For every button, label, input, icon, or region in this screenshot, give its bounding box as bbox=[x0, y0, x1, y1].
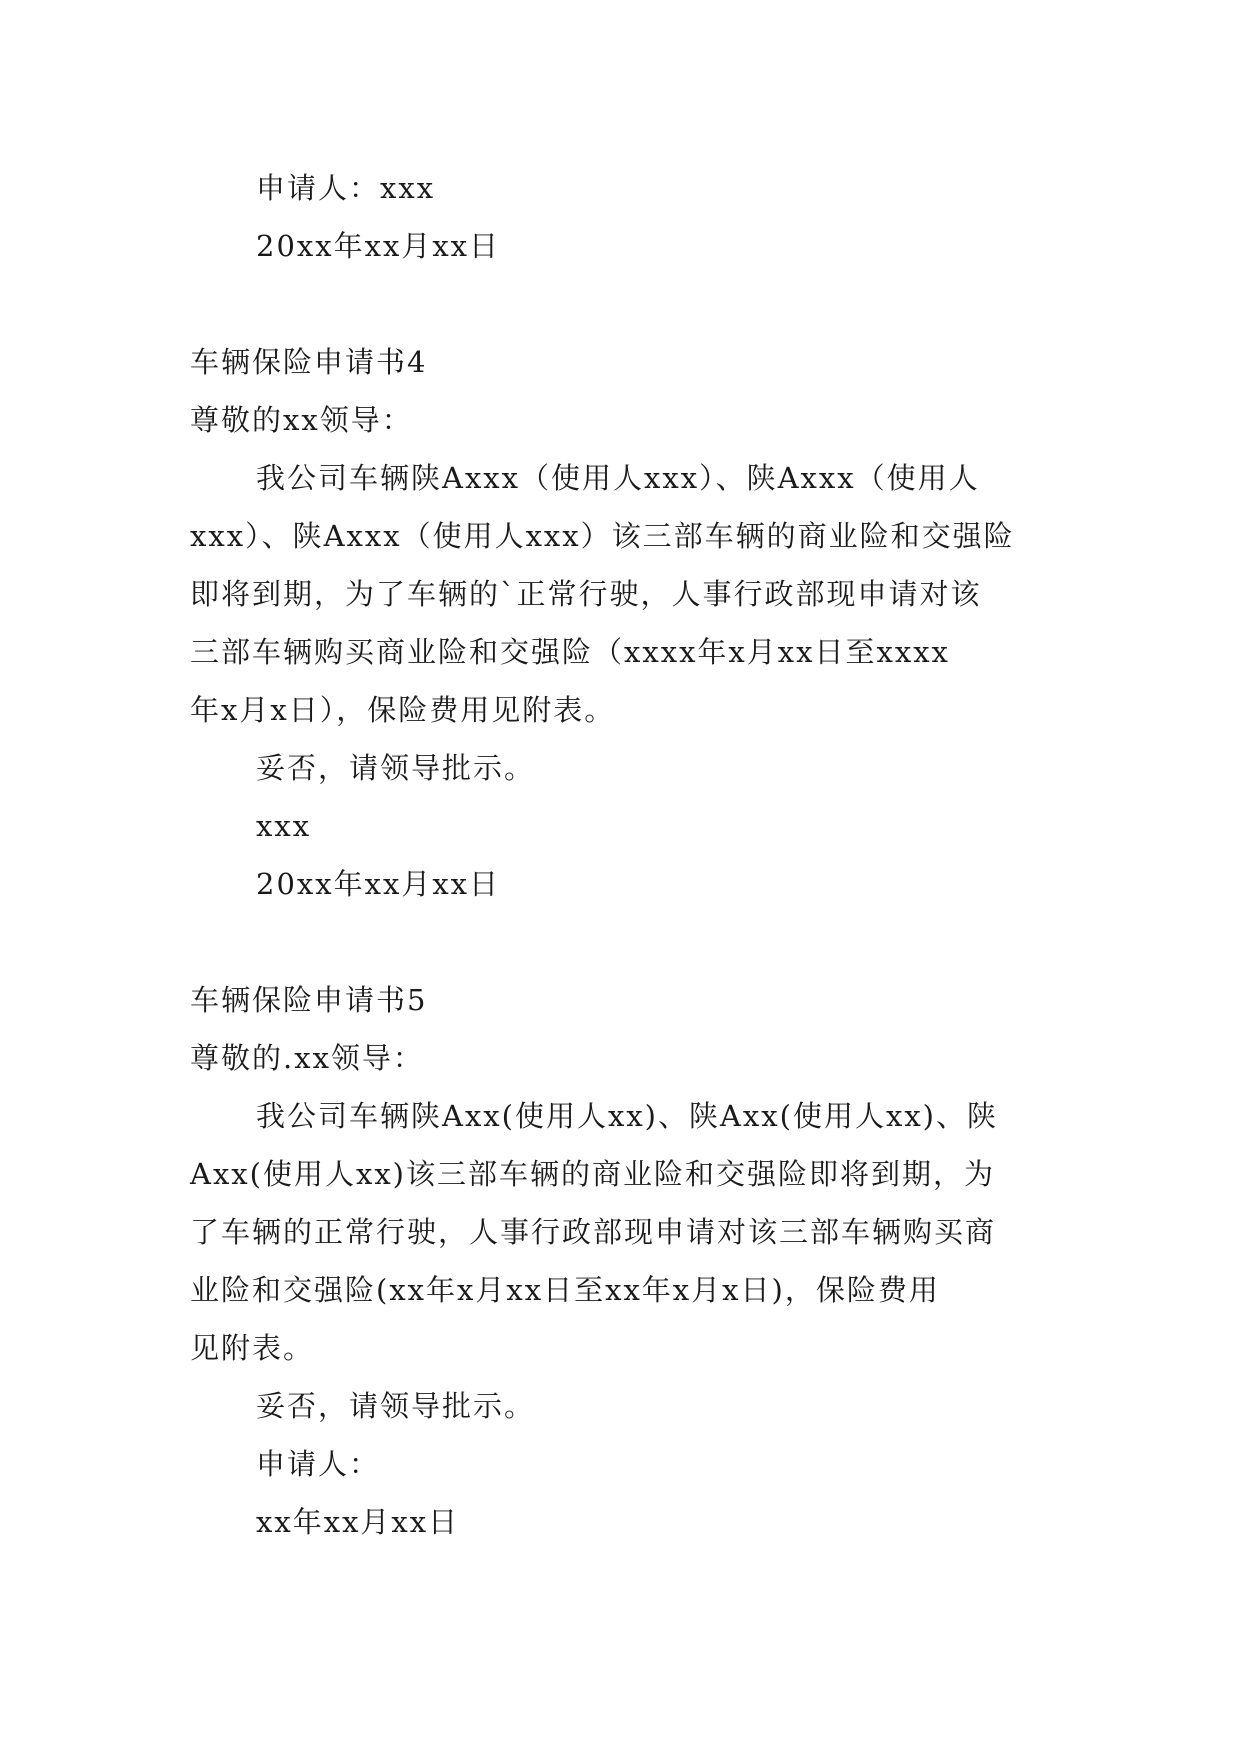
body-paragraph-line: 我公司车辆陕Axx(使用人xx)、陕Axx(使用人xx)、陕 bbox=[256, 1099, 998, 1133]
date-line: 20xx年xx月xx日 bbox=[256, 229, 501, 263]
body-paragraph-line: 三部车辆购买商业险和交强险（xxxx年x月xx日至xxxx bbox=[190, 635, 950, 669]
signature-line: xxx bbox=[256, 809, 312, 843]
section-title: 车辆保险申请书5 bbox=[190, 983, 428, 1017]
applicant-line: 申请人：xxx bbox=[256, 171, 436, 205]
body-paragraph-line: 业险和交强险(xx年x月xx日至xx年x月x日)，保险费用 bbox=[190, 1273, 940, 1307]
section-title: 车辆保险申请书4 bbox=[190, 345, 428, 379]
date-line: 20xx年xx月xx日 bbox=[256, 867, 501, 901]
request-line: 妥否，请领导批示。 bbox=[256, 1389, 536, 1423]
body-paragraph-line: Axx(使用人xx)该三部车辆的商业险和交强险即将到期，为 bbox=[190, 1157, 995, 1191]
body-paragraph-line: 我公司车辆陕Axxx（使用人xxx）、陕Axxx（使用人 bbox=[256, 461, 980, 495]
body-paragraph-line: 即将到期，为了车辆的`正常行驶，人事行政部现申请对该 bbox=[190, 577, 982, 611]
body-paragraph-line: 见附表。 bbox=[190, 1331, 315, 1365]
body-paragraph-line: 年x月x日），保险费用见附表。 bbox=[190, 693, 616, 727]
salutation: 尊敬的xx领导： bbox=[190, 403, 413, 437]
applicant-line: 申请人： bbox=[256, 1447, 381, 1481]
body-paragraph-line: 了车辆的正常行驶，人事行政部现申请对该三部车辆购买商 bbox=[190, 1215, 997, 1249]
body-paragraph-line: xxx）、陕Axxx（使用人xxx）该三部车辆的商业险和交强险 bbox=[190, 519, 1015, 553]
request-line: 妥否，请领导批示。 bbox=[256, 751, 536, 785]
salutation: 尊敬的.xx领导： bbox=[190, 1041, 424, 1075]
date-line: xx年xx月xx日 bbox=[256, 1505, 460, 1539]
